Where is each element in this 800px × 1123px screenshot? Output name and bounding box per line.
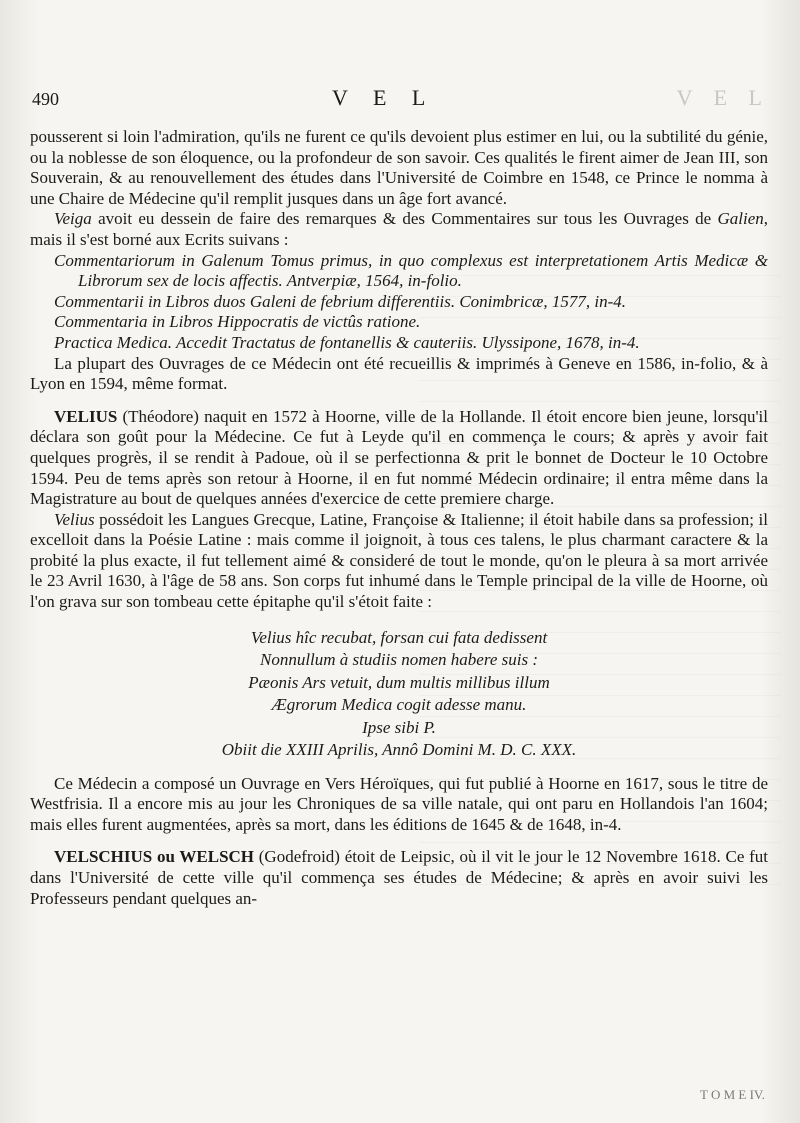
entry-headword: VELIUS (54, 406, 118, 426)
velius-name: Velius (54, 509, 95, 529)
bibliography-entry: Practica Medica. Accedit Tractatus de fontanellis & cauteriis. Ulyssipone, 1678, in-4. (54, 332, 640, 352)
epitaph-line: Nonnullum à studiis nomen habere suis : (260, 650, 538, 670)
running-head: V E L (332, 85, 436, 110)
page-number: 490 (32, 89, 59, 109)
paragraph-collected-works: La plupart des Ouvrages de ce Médecin ont été recueillis & imprimés à Geneve en 1586, in-folio, & à Lyon en 1594, même format. (30, 353, 768, 394)
galien-name: Galien (717, 209, 764, 229)
bibliography-entry: Commentarii in Libros duos Galeni de febrium differentiis. Conimbricæ, 1577, in-4. (54, 291, 627, 311)
paragraph-text: , mais il s'est borné aux Ecrits suivans : (30, 209, 768, 249)
entry-velius (30, 407, 768, 510)
epitaph-line: Obiit die XXIII Aprilis, Annô Domini M. D. C. XXX. (221, 740, 577, 760)
epitaph-line: Ægrorum Medica cogit adesse manu. (271, 695, 527, 715)
epitaph (30, 627, 768, 762)
body-text (30, 127, 768, 909)
entry-text: (Godefroid) étoit de Leipsic, où il vit le jour le 12 Novembre 1618. Ce fut dans l'Université de cette ville qu'il commença ses études de Médecine; & après en avoir suivi les Professeurs pendant quelques an- (30, 847, 768, 908)
veiga-name: Veiga (54, 209, 92, 229)
paragraph-veiga-works (30, 209, 768, 250)
show-through-running-head: V E L (676, 85, 770, 110)
entry-text: (Théodore) naquit en 1572 à Hoorne, ville de la Hollande. Il étoit encore bien jeune, lorsqu'il déclara son goût pour la Médecine. Ce fut à Leyde qu'il en commença le cours; & après y avoir fait quelques progrès, il se rendit à Padoue, où il se perfectionna & prit le bonnet de Docteur le 10 Octobre 1594. Peu de tems après son retour à Hoorne, il en fut nommé Médecin ordinaire; il entra même dans la Magistrature au bout de quelques années d'exercice de cette premiere charge. (30, 406, 768, 509)
paragraph-velius-character (30, 510, 768, 613)
paragraph-continuation: pousserent si loin l'admiration, qu'ils ne furent ce qu'ils devoient plus estimer en lui, ou la subtilité du génie, ou la noblesse de son éloquence, ou la profondeur de son savoir. Ces qualités le firent aimer de Jean III, son Souverain, & au renouvellement des études dans l'Université de Coimbre en 1548, ce Prince le nomma à une Chaire de Médecine qu'il remplit jusques dans un âge fort avancé. (30, 127, 768, 208)
epitaph-line: Ipse sibi P. (362, 717, 436, 737)
bibliography-entry: Commentaria in Libros Hippocratis de victûs ratione. (54, 312, 421, 332)
bibliography-entry: Commentariorum in Galenum Tomus primus, in quo complexus est interpretationem Artis Medicæ & Librorum sex de locis affectis. Antverpiæ, 1564, in-folio. (54, 250, 768, 291)
entry-headword: VELSCHIUS ou WELSCH (54, 847, 255, 867)
page-header (32, 85, 780, 115)
entry-velschius (30, 847, 768, 909)
epitaph-line: Pæonis Ars vetuit, dum multis millibus illum (248, 672, 550, 692)
paragraph-velius-works: Ce Médecin a composé un Ouvrage en Vers Héroïques, qui fut publié à Hoorne en 1617, sous le titre de Westfrisia. Il a encore mis au jour les Chroniques de sa ville natale, qui ont paru en Hollandois l'an 1604; mais elles furent augmentées, après sa mort, dans les éditions de 1645 & de 1648, in-4. (30, 773, 768, 834)
show-through-signature: T O M E IV. (700, 1087, 765, 1102)
paragraph-text: avoit eu dessein de faire des remarques & des Commentaires sur tous les Ouvrages de (91, 209, 718, 229)
epitaph-line: Velius hîc recubat, forsan cui fata dedissent (250, 627, 548, 647)
paragraph-text: possédoit les Langues Grecque, Latine, Françoise & Italienne; il étoit habile dans sa profession; il excelloit dans la Poésie Latine : mais comme il joignoit, à tous ces talens, le plus charmant caractere & la probité la plus exacte, il fut tellement aimé & consideré de tout le monde, qu'on le pleura à sa mort arrivée le 23 Avril 1630, à l'âge de 58 ans. Son corps fut inhumé dans le Temple principal de la ville de Hoorne, où l'on grava sur son tombeau cette épitaphe qu'il s'étoit faite : (30, 509, 768, 612)
